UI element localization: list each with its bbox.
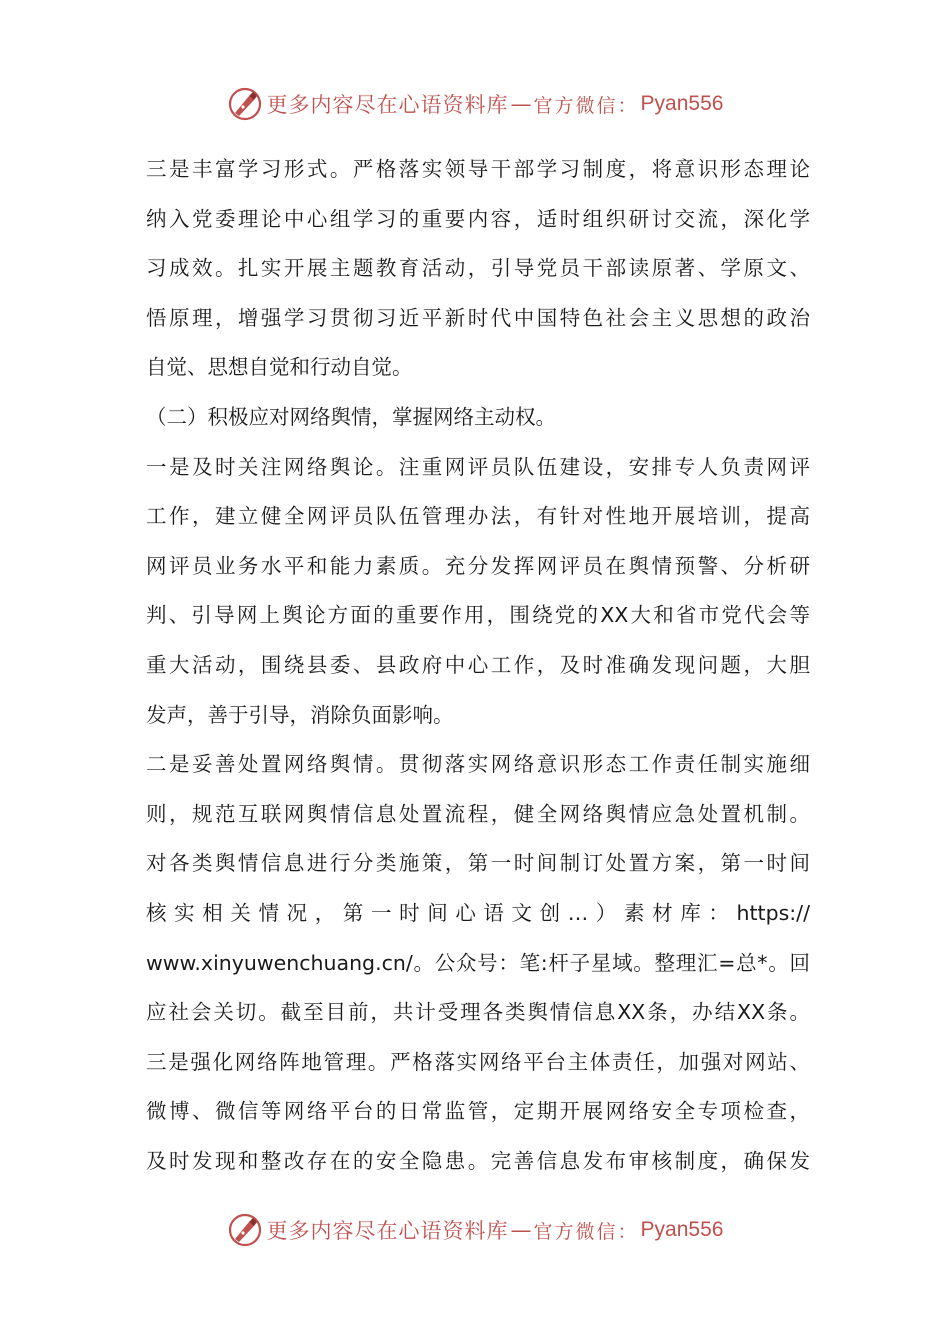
- text-line: 网评员业务水平和能力素质。充分发挥网评员在舆情预警、分析研: [146, 553, 810, 578]
- banner-title: 更多内容尽在心语资料库: [266, 93, 509, 117]
- text-line: 重大活动，围绕县委、县政府中心工作，及时准确发现问题，大胆: [146, 652, 810, 677]
- banner-subtitle: 官方微信：: [533, 94, 639, 117]
- text-line: www.xinyuwenchuang.cn/。公众号：笔:杆子星域。整理汇=总*。回: [146, 950, 810, 975]
- section-heading: （二）积极应对网络舆情，掌握网络主动权。: [146, 404, 556, 429]
- text-line: 发声，善于引导，消除负面影响。: [146, 702, 454, 727]
- text-line: 判、引导网上舆论方面的重要作用，围绕党的XX大和省市党代会等: [146, 603, 810, 628]
- banner-dash: —: [510, 1218, 532, 1242]
- text-line: 纳入党委理论中心组学习的重要内容，适时组织研讨交流，深化学: [146, 206, 810, 231]
- banner-subtitle: 官方微信：: [533, 1220, 639, 1243]
- text-line: 自觉、思想自觉和行动自觉。: [146, 355, 413, 380]
- text-line: 及时发现和整改存在的安全隐患。完善信息发布审核制度，确保发: [146, 1148, 810, 1173]
- pen-nib-logo-icon: [227, 86, 263, 122]
- text-line: 工作，建立健全网评员队伍管理办法，有针对性地开展培训，提高: [146, 504, 810, 529]
- text-line: 微博、微信等网络平台的日常监管，定期开展网络安全专项检查，: [146, 1099, 810, 1124]
- document-body: [146, 145, 810, 1186]
- text-line: 悟原理，增强学习贯彻习近平新时代中国特色社会主义思想的政治: [146, 305, 810, 330]
- banner-wechat-id: Pyan556: [640, 1218, 724, 1241]
- text-line: 对各类舆情信息进行分类施策，第一时间制订处置方案，第一时间: [146, 851, 810, 876]
- text-line: 应社会关切。截至目前，共计受理各类舆情信息XX条，办结XX条。: [146, 1000, 810, 1025]
- banner-title: 更多内容尽在心语资料库: [266, 1219, 509, 1243]
- text-line: 三是丰富学习形式。严格落实领导干部学习制度，将意识形态理论: [146, 157, 810, 181]
- text-line: 一是及时关注网络舆论。注重网评员队伍建设，安排专人负责网评: [146, 454, 810, 479]
- header-watermark-banner: [0, 82, 950, 126]
- text-line: 核实相关情况，第一时间心语文创…）素材库：https://: [146, 900, 810, 925]
- text-line: 习成效。扎实开展主题教育活动，引导党员干部读原著、学原文、: [146, 256, 810, 281]
- text-line: 则，规范互联网舆情信息处置流程，健全网络舆情应急处置机制。: [146, 801, 810, 826]
- banner-wechat-id: Pyan556: [640, 92, 724, 115]
- pen-nib-logo-icon: [227, 1212, 263, 1248]
- banner-dash: —: [510, 92, 532, 116]
- text-line: 二是妥善处置网络舆情。贯彻落实网络意识形态工作责任制实施细: [146, 752, 810, 777]
- footer-watermark-banner: [0, 1208, 950, 1252]
- text-line: 三是强化网络阵地管理。严格落实网络平台主体责任，加强对网站、: [146, 1049, 810, 1074]
